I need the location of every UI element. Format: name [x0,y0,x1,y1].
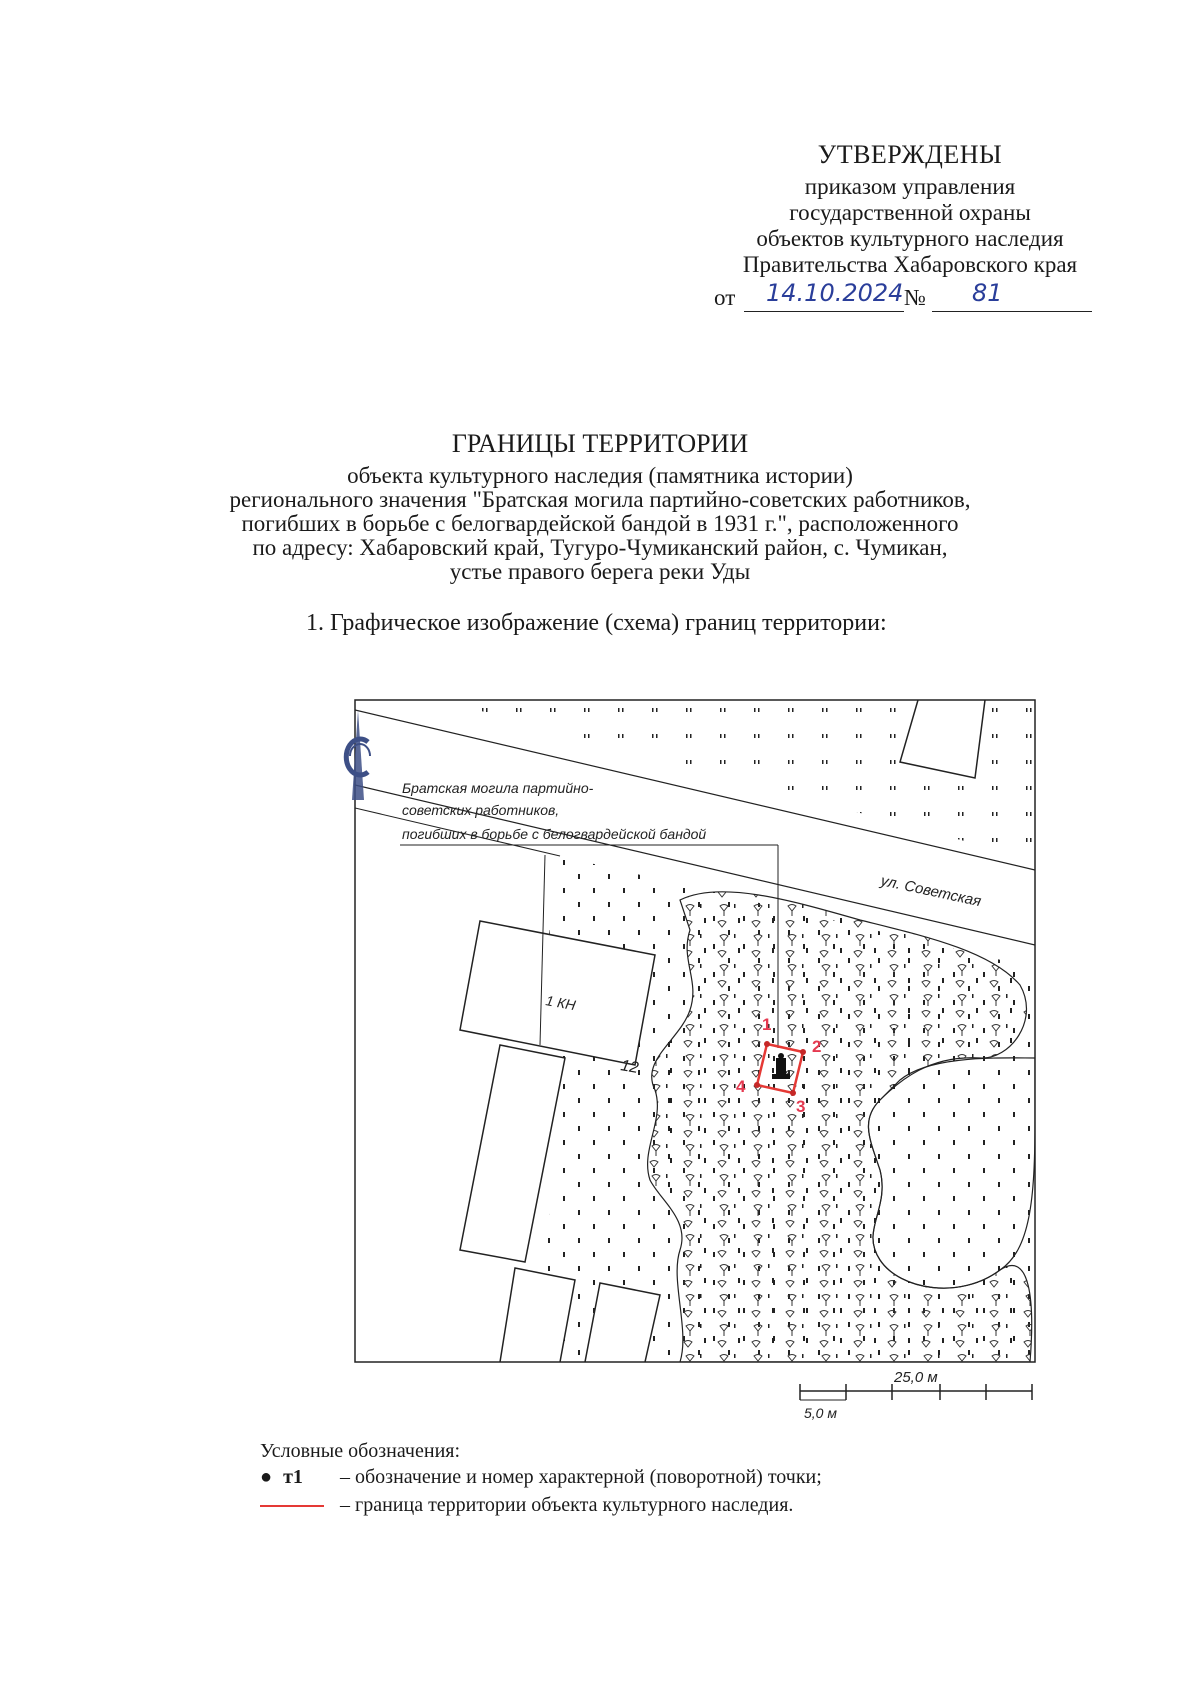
callout-line-1: Братская могила партийно- [402,780,594,796]
turning-point-4 [754,1082,760,1088]
title-line-3: погибших в борьбе с белогвардейской бандой в 1931 г.", расположенного [241,511,959,536]
callout-line-3: погибших в борьбе с белогвардейской бандой [402,826,707,842]
point-label-2: 2 [812,1037,822,1056]
point-label-1: 1 [762,1015,772,1034]
legend-point-symbol [260,1464,330,1490]
turning-point-2 [800,1049,806,1055]
turning-point-1 [764,1041,770,1047]
legend-red-line [260,1505,324,1507]
approval-line-3: объектов культурного наследия [756,226,1064,251]
legend-row-point [260,1464,822,1492]
bullet-icon: ● [260,1466,273,1488]
approval-line-2: государственной охраны [789,200,1031,225]
handwritten-number: 81 [972,279,1003,307]
scale-label-5: 5,0 м [804,1405,837,1421]
approval-line-4: Правительства Хабаровского края [742,252,1078,277]
date-prefix: от [714,285,736,310]
document-title: ГРАНИЦЫ ТЕРРИТОРИИ [451,429,749,458]
scale-bar [800,1369,1032,1421]
scale-label-25: 25,0 м [894,1369,938,1386]
legend-title: Условные обозначения: [260,1440,461,1462]
street-label: ул. Советская [879,872,983,911]
point-label-4: 4 [736,1077,746,1096]
legend [260,1438,822,1520]
turning-point-3 [790,1090,796,1096]
forest-lobe [868,1058,1035,1288]
section-1-heading: 1. Графическое изображение (схема) границ территории: [306,610,887,636]
number-prefix: № [904,285,926,310]
title-line-1: объекта культурного наследия (памятника истории) [347,463,853,488]
legend-point-label: т1 [283,1466,303,1488]
building-label: 1 КН [544,992,577,1014]
approval-heading: УТВЕРЖДЕНЫ [817,140,1003,169]
legend-point-desc: – обозначение и номер характерной (поворотной) точки; [340,1466,822,1488]
building-number: 12 [619,1057,640,1078]
approval-line-1: приказом управления [804,174,1016,199]
title-line-5: устье правого берега реки Уды [449,559,751,584]
north-arrow-icon [346,710,370,800]
point-label-3: 3 [796,1097,806,1116]
handwritten-date: 14.10.2024 [766,279,904,307]
legend-row-line [260,1492,794,1520]
title-line-2: регионального значения "Братская могила партийно-советских работников, [229,487,971,512]
legend-line-desc: – граница территории объекта культурного наследия. [340,1494,794,1516]
callout-line-2: советских работников, [402,802,560,818]
title-line-4: по адресу: Хабаровский край, Тугуро-Чумиканский район, с. Чумикан, [252,535,948,560]
